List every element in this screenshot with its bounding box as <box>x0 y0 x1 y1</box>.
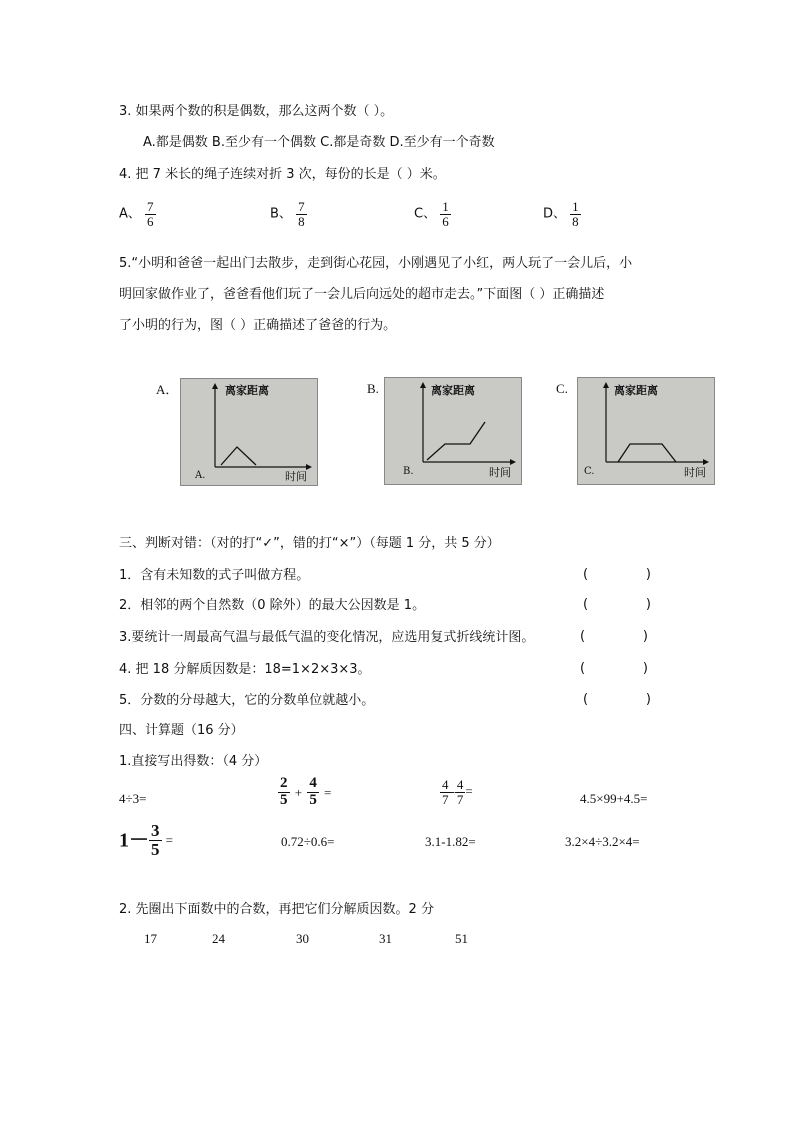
calc-r2c1-whole: 1－ <box>119 829 149 852</box>
calc-r1c3-frac1 <box>440 778 451 806</box>
graph-c-x-axis-label: 时间 <box>684 466 706 479</box>
graph-c-label: C. <box>556 381 568 396</box>
calc-r1c3-frac2 <box>455 778 466 806</box>
q4-option-c-num: 1 <box>442 199 449 214</box>
calc-r1c3-op: - <box>450 783 455 799</box>
judge-item-4: 4. 把 18 分解质因数是：18=1×2×3×3。 <box>119 662 371 677</box>
graph-b-x-axis-label: 时间 <box>489 466 511 479</box>
q4-option-b-den: 8 <box>298 213 305 229</box>
graph-b-line <box>427 422 485 460</box>
q4-stem: 4. 把 7 米长的绳子连续对折 3 次，每份的长是（ ）米。 <box>119 167 446 182</box>
q4-option-a-den: 6 <box>147 213 154 229</box>
q4-option-b-label: B、 <box>270 206 292 222</box>
graph-a-x-axis-label: 时间 <box>285 470 307 483</box>
judge-answer-1[interactable]: ( ) <box>583 567 651 582</box>
graph-b-y-axis-label: 离家距离 <box>431 384 475 397</box>
q4-option-c-fraction <box>440 200 451 228</box>
q4-option-a <box>119 200 156 228</box>
number-item[interactable]: 24 <box>212 931 225 946</box>
graph-c-corner-label: C. <box>584 466 595 477</box>
calc-r1c2-eq: = <box>324 784 332 800</box>
q5-line-3: 了小明的行为，图（ ）正确描述了爸爸的行为。 <box>119 318 397 333</box>
calc-r2c1-d: 5 <box>151 839 160 859</box>
graph-c <box>577 377 715 485</box>
section-4-title: 四、计算题（16 分） <box>119 723 244 738</box>
calc-r2c2: 0.72÷0.6= <box>281 834 335 849</box>
calc-r1c2-n1: 2 <box>280 775 288 791</box>
q4-option-b-fraction <box>296 200 307 228</box>
number-item[interactable]: 17 <box>144 931 157 946</box>
graph-b-corner-label: B. <box>403 466 414 477</box>
judge-item-5: 5．分数的分母越大，它的分数单位就越小。 <box>119 693 375 708</box>
q4-option-a-fraction <box>145 200 156 228</box>
calc-r1c3-eq: = <box>465 783 473 799</box>
calc-r2c3: 3.1-1.82= <box>425 834 476 849</box>
q5-line-1: 5.“小明和爸爸一起出门去散步，走到街心花园，小刚遇见了小红，两人玩了一会儿后，小 <box>119 256 633 271</box>
calc-r2c1 <box>119 822 173 859</box>
graph-a-corner-label: A. <box>195 470 206 481</box>
number-item[interactable]: 30 <box>296 931 309 946</box>
judge-answer-5[interactable]: ( ) <box>583 692 651 707</box>
judge-answer-3[interactable]: ( ) <box>580 629 648 644</box>
calc-r1c3-n2: 4 <box>456 777 464 792</box>
q4-option-d-fraction <box>570 200 581 228</box>
q4-option-c <box>414 200 451 228</box>
graph-c-y-axis-label: 离家距离 <box>614 384 658 397</box>
judge-item-2: 2．相邻的两个自然数（0 除外）的最大公因数是 1。 <box>119 598 426 613</box>
calc-r1c3-d1: 7 <box>442 791 449 807</box>
q4-option-b <box>270 200 307 228</box>
sub-question-2: 2. 先圈出下面数中的合数，再把它们分解质因数。2 分 <box>119 902 434 917</box>
graph-a-line <box>221 447 256 465</box>
q4-option-d-den: 8 <box>572 213 579 229</box>
q4-option-d <box>543 200 581 228</box>
graph-c-line <box>618 444 676 462</box>
q4-option-d-num: 1 <box>572 199 579 214</box>
judge-item-3: 3.要统计一周最高气温与最低气温的变化情况，应选用复式折线统计图。 <box>119 630 535 645</box>
calc-r1c4: 4.5×99+4.5= <box>580 791 648 806</box>
calc-r1c3 <box>440 778 473 806</box>
q3-options: A.都是偶数 B.至少有一个偶数 C.都是奇数 D.至少有一个奇数 <box>143 135 495 150</box>
calc-r1c2-frac1 <box>278 776 290 809</box>
calc-r1c2-d1: 5 <box>280 791 288 808</box>
q5-line-2: 明回家做作业了，爸爸看他们玩了一会儿后向远处的超市走去。”下面图（ ）正确描述 <box>119 287 605 302</box>
calc-r1c3-d2: 7 <box>456 791 464 807</box>
calc-r2c1-frac <box>149 822 162 859</box>
judge-answer-4[interactable]: ( ) <box>580 661 648 676</box>
calc-r1c1: 4÷3= <box>119 791 147 806</box>
q4-option-c-den: 6 <box>442 213 449 229</box>
sub-question-1: 1.直接写出得数：（4 分） <box>119 754 268 769</box>
calc-r1c2-op: + <box>294 784 303 800</box>
number-item[interactable]: 51 <box>455 931 468 946</box>
graph-a <box>180 378 318 486</box>
calc-r2c1-n: 3 <box>151 821 160 840</box>
calc-r2c4: 3.2×4÷3.2×4= <box>565 834 640 849</box>
calc-r1c2-n2: 4 <box>309 775 317 791</box>
q3-stem: 3. 如果两个数的积是偶数，那么这两个数（ ）。 <box>119 104 394 119</box>
section-3-title: 三、判断对错：（对的打“✓”，错的打“×”）（每题 1 分，共 5 分） <box>119 536 500 551</box>
graph-a-label: A． <box>156 382 179 397</box>
calc-r1c2-d2: 5 <box>309 791 317 808</box>
graph-a-y-axis-label: 离家距离 <box>225 384 269 397</box>
calc-r1c2-frac2 <box>307 776 319 809</box>
judge-answer-2[interactable]: ( ) <box>583 597 651 612</box>
calc-r1c3-n1: 4 <box>442 777 449 792</box>
calc-r1c2 <box>278 776 331 809</box>
judge-item-1: 1．含有未知数的式子叫做方程。 <box>119 568 310 583</box>
q4-option-a-num: 7 <box>147 199 154 214</box>
q4-option-b-num: 7 <box>298 199 305 214</box>
calc-r2c1-eq: = <box>165 832 173 848</box>
number-item[interactable]: 31 <box>379 931 392 946</box>
q4-option-c-label: C、 <box>414 206 437 222</box>
graph-b-label: B. <box>367 381 379 396</box>
graph-b <box>384 377 522 485</box>
q4-option-a-label: A、 <box>119 206 141 222</box>
q4-option-d-label: D、 <box>543 206 567 222</box>
